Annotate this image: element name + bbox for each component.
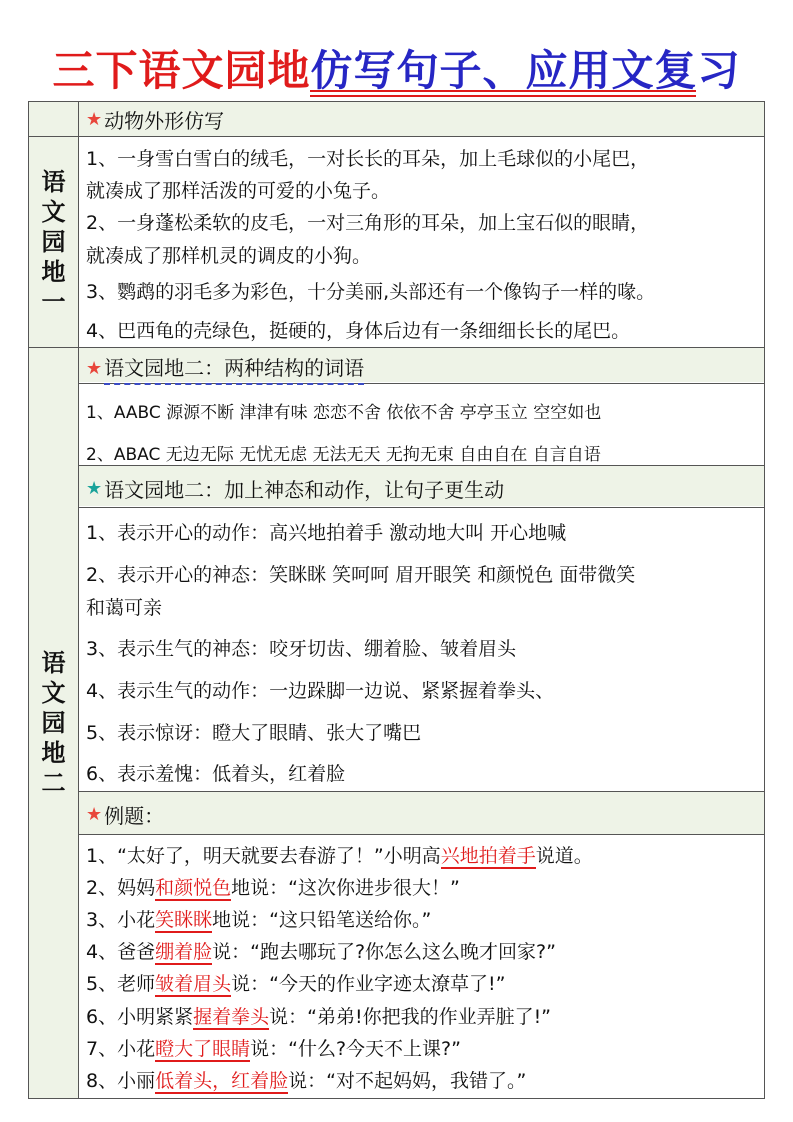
- word-structure-line: 1、AABC 源源不断 津津有味 恋恋不舍 依依不舍 亭亭玉立 空空如也: [86, 403, 602, 423]
- row-divider: [28, 136, 765, 137]
- example-pre: 4、爸爸: [86, 941, 156, 963]
- example-highlight: 笑眯眯: [155, 909, 213, 931]
- unit1-header: [86, 105, 224, 134]
- unit1-header-text: 动物外形仿写: [104, 109, 225, 133]
- example-line: [86, 1002, 551, 1029]
- unit2-section3-header: [86, 800, 164, 829]
- row-divider: [78, 791, 765, 792]
- example-line: [86, 841, 593, 868]
- example-highlight: 和颜悦色: [155, 877, 232, 899]
- example-line: [86, 873, 460, 900]
- example-post: 说：“跑去哪玩了?你怎么这么晚才回家?”: [212, 941, 556, 963]
- example-post: 地说：“这只铅笔送给你。”: [212, 909, 432, 931]
- example-pre: 2、妈妈: [86, 877, 156, 899]
- expression-line: 3、表示生气的神态：咬牙切齿、绷着脸、皱着眉头: [86, 638, 517, 660]
- red-star-icon: ★: [86, 109, 103, 130]
- example-highlight: 瞪大了眼睛: [155, 1038, 251, 1060]
- example-pre: 7、小花: [86, 1038, 156, 1060]
- unit1-side-cell: [29, 137, 78, 347]
- unit1-line: 4、巴西龟的壳绿色，挺硬的，身体后边有一条细细长长的尾巴。: [86, 320, 631, 342]
- red-star-icon: ★: [86, 804, 103, 825]
- unit1-line: 2、一身蓬松柔软的皮毛，一对三角形的耳朵，加上宝石似的眼睛，: [86, 212, 650, 234]
- expression-line: 5、表示惊讶：瞪大了眼睛、张大了嘴巴: [86, 722, 422, 744]
- unit2-section1-header-text: 语文园地二：两种结构的词语: [104, 352, 364, 385]
- example-line: [86, 937, 556, 964]
- word-structure-line: 2、ABAC 无边无际 无忧无虑 无法无天 无拘无束 自由自在 自言自语: [86, 445, 601, 465]
- example-post: 说：“对不起妈妈，我错了。”: [288, 1070, 527, 1092]
- example-post: 说：“弟弟!你把我的作业弄脏了!”: [269, 1006, 552, 1028]
- expression-line: 2、表示开心的神态：笑眯眯 笑呵呵 眉开眼笑 和颜悦色 面带微笑: [86, 564, 636, 586]
- example-post: 说：“什么?今天不上课?”: [250, 1038, 461, 1060]
- expression-line: 1、表示开心的动作：高兴地拍着手 激动地大叫 开心地喊: [86, 522, 567, 544]
- example-highlight: 低着头，红着脸: [155, 1070, 289, 1092]
- example-pre: 3、小花: [86, 909, 156, 931]
- unit2-side-cell: [29, 348, 78, 1098]
- unit1-side-label: 语文园地一: [41, 167, 66, 316]
- example-post: 说：“今天的作业字迹太潦草了!”: [231, 973, 506, 995]
- column-divider: [78, 101, 79, 1099]
- page-title: [0, 38, 793, 98]
- example-pre: 5、老师: [86, 973, 156, 995]
- example-highlight: 皱着眉头: [155, 973, 232, 995]
- example-line: [86, 1034, 461, 1061]
- title-part2: 仿写句子、应用文复习: [310, 46, 741, 95]
- example-highlight: 握着拳头: [193, 1006, 270, 1028]
- unit2-side-label: 语文园地二: [41, 648, 66, 797]
- teal-star-icon: ★: [86, 478, 103, 499]
- row-divider: [78, 507, 765, 508]
- unit2-section2-header-text: 语文园地二：加上神态和动作，让句子更生动: [104, 478, 505, 502]
- unit1-line: 就凑成了那样活泼的可爱的小兔子。: [86, 180, 391, 202]
- row-divider: [28, 347, 765, 348]
- example-line: [86, 905, 431, 932]
- example-post: 地说：“这次你进步很大！”: [231, 877, 460, 899]
- unit2-section3-header-text: 例题：: [104, 804, 165, 828]
- title-part1: 三下语文园地: [52, 46, 311, 95]
- unit1-line: 3、鹦鹉的羽毛多为彩色，十分美丽,头部还有一个像钩子一样的喙。: [86, 281, 656, 303]
- example-pre: 1、“太好了，明天就要去春游了！”小明高: [86, 845, 441, 867]
- example-pre: 6、小明紧紧: [86, 1006, 194, 1028]
- red-star-icon: ★: [86, 358, 103, 379]
- row-divider: [78, 465, 765, 466]
- example-line: [86, 969, 505, 996]
- unit2-section3-header-band: [79, 792, 764, 834]
- example-highlight: 兴地拍着手: [440, 845, 536, 867]
- unit2-section1-header: [86, 352, 364, 385]
- title-underline: [310, 90, 696, 97]
- row-divider: [78, 834, 765, 835]
- expression-line: 和蔼可亲: [86, 597, 163, 619]
- example-post: 说道。: [535, 845, 593, 867]
- unit1-line: 1、一身雪白雪白的绒毛，一对长长的耳朵，加上毛球似的小尾巴，: [86, 148, 650, 170]
- unit2-section2-header: [86, 474, 504, 503]
- example-line: [86, 1066, 526, 1093]
- corner-cell: [29, 102, 78, 136]
- example-pre: 8、小丽: [86, 1070, 156, 1092]
- example-highlight: 绷着脸: [155, 941, 213, 963]
- unit1-line: 就凑成了那样机灵的调皮的小狗。: [86, 245, 372, 267]
- expression-line: 4、表示生气的动作：一边跺脚一边说、紧紧握着拳头、: [86, 680, 555, 702]
- expression-line: 6、表示羞愧：低着头，红着脸: [86, 763, 346, 785]
